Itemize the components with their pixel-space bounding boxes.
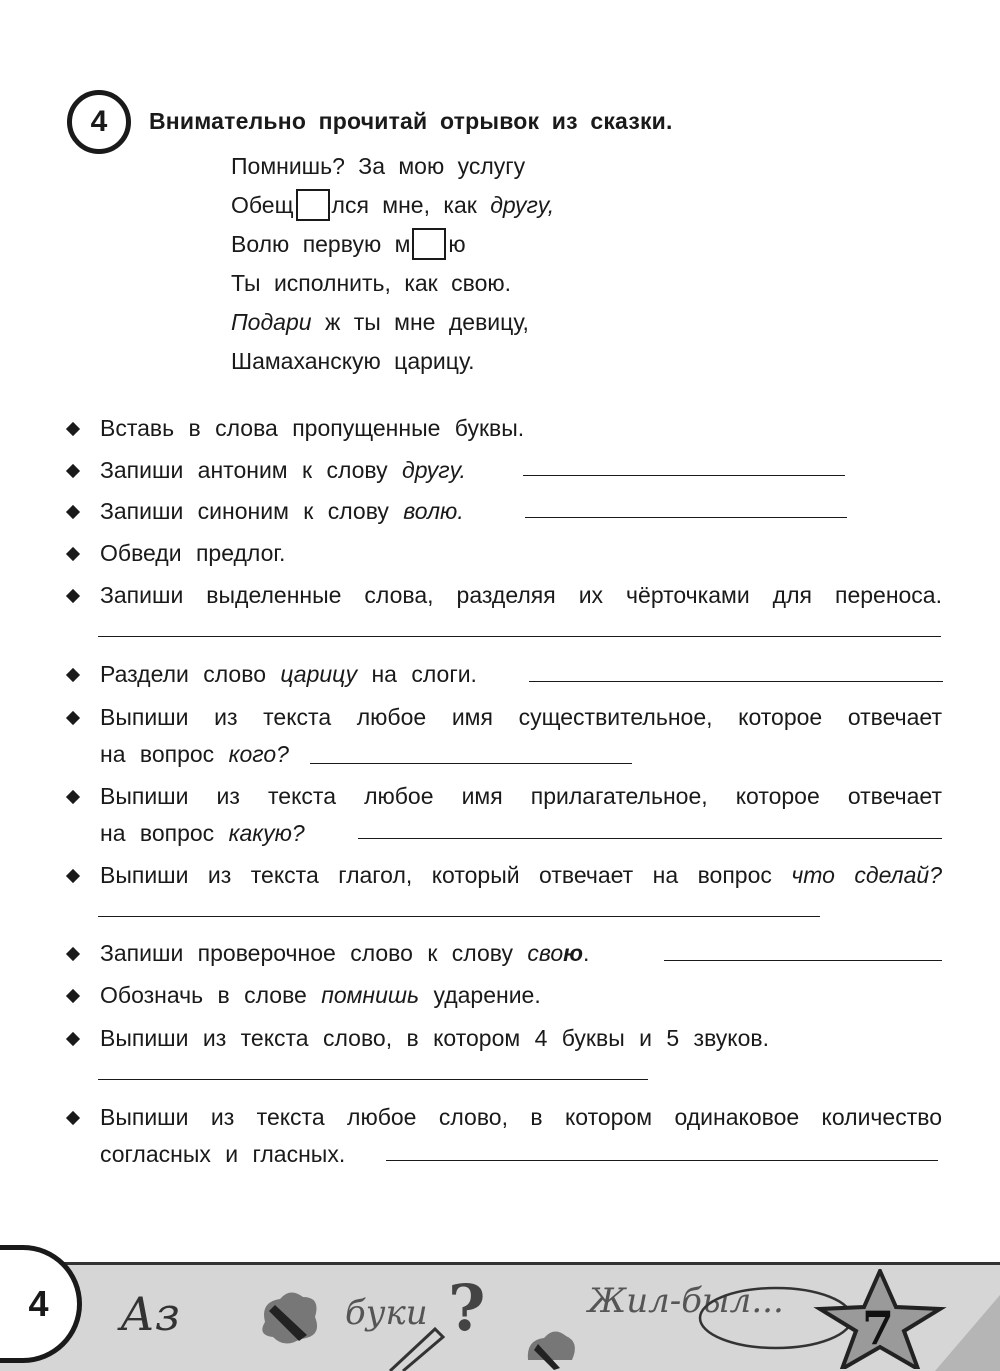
poem-line-3 (231, 226, 554, 265)
poem-line-5 (231, 304, 554, 343)
answer-line-10[interactable] (664, 960, 942, 961)
book-corner-icon (385, 1327, 445, 1371)
answer-line-5[interactable] (98, 636, 941, 637)
ink-blot-icon-2 (520, 1320, 580, 1370)
footer-band (0, 1262, 1000, 1371)
poem-line-4: Ты исполнить, как свою. (231, 270, 512, 296)
question-keyword: волю. (403, 498, 464, 524)
question-13-line-2: согласных и гласных. (100, 1141, 346, 1167)
task-number-badge (67, 90, 131, 154)
bullet-icon (66, 790, 80, 804)
question-7-line-1: Выпиши из текста любое имя существительное, которое отвечает (100, 704, 942, 730)
bullet-icon (66, 464, 80, 478)
question-12: Выпиши из текста слово, в котором 4 буквы и 5 звуков. (100, 1025, 770, 1051)
bullet-icon (66, 1032, 80, 1046)
question-keyword: свою (527, 940, 584, 966)
missing-letter-box-2[interactable] (412, 228, 446, 260)
question-keyword: какую? (228, 820, 305, 846)
question-11 (100, 981, 942, 1009)
question-keyword: что сделай? (791, 862, 943, 888)
answer-line-7[interactable] (310, 763, 632, 764)
question-text: Выпиши из текста глагол, который отвечает на вопрос (100, 862, 772, 888)
question-5: Запиши выделенные слова, разделяя их чёрточками для переноса. (100, 582, 942, 608)
question-9 (100, 861, 942, 889)
poem-line-2 (231, 187, 554, 226)
question-keyword: царицу (280, 661, 358, 687)
poem-text: Обещ (231, 192, 294, 218)
bullet-icon (66, 589, 80, 603)
question-4: Обведи предлог. (100, 540, 286, 566)
poem-highlighted-word: Подари (231, 309, 312, 335)
answer-line-9[interactable] (98, 916, 820, 917)
question-8-line-2 (100, 819, 942, 847)
question-mark-icon: ? (448, 1271, 486, 1346)
poem-text: ю (448, 231, 466, 257)
page-number: 4 (28, 1283, 49, 1324)
question-text: на слоги. (371, 661, 477, 687)
footer-deco-seven: 7 (862, 1301, 895, 1355)
bullet-icon (66, 668, 80, 682)
bullet-icon (66, 505, 80, 519)
question-text: на вопрос (100, 820, 215, 846)
poem-line-6: Шамаханскую царицу. (231, 348, 475, 374)
question-keyword: другу. (402, 457, 466, 483)
question-3 (100, 497, 942, 525)
poem-text: лся мне, как (331, 192, 477, 218)
poem-highlighted-word: другу, (490, 192, 555, 218)
ink-blot-icon (255, 1287, 325, 1347)
answer-line-8[interactable] (358, 838, 942, 839)
task-title: Внимательно прочитай отрывок из сказки. (149, 108, 673, 134)
question-6 (100, 660, 942, 688)
bullet-icon (66, 869, 80, 883)
answer-line-6[interactable] (529, 681, 943, 682)
question-text: Запиши проверочное слово к слову (100, 940, 513, 966)
question-keyword: кого? (228, 741, 289, 767)
question-text: Обозначь в слове (100, 982, 307, 1008)
poem-text: ж ты мне девицу, (324, 309, 529, 335)
question-8-line-1: Выпиши из текста любое имя прилагательное, которое отвечает (100, 783, 942, 809)
question-1: Вставь в слова пропущенные буквы. (100, 415, 525, 441)
question-text: ударение. (433, 982, 541, 1008)
poem (231, 148, 554, 382)
triangle-deco-icon (935, 1295, 1000, 1371)
answer-line-13[interactable] (386, 1160, 938, 1161)
answer-line-12[interactable] (98, 1079, 648, 1080)
question-10: Запиши проверочное слово к слову свою. (100, 940, 590, 966)
question-text: Запиши антоним к слову (100, 457, 388, 483)
answer-line-2[interactable] (523, 475, 845, 476)
question-text: Запиши синоним к слову (100, 498, 389, 524)
bullet-icon (66, 711, 80, 725)
question-text: Раздели слово (100, 661, 266, 687)
bullet-icon (66, 989, 80, 1003)
bullet-icon (66, 422, 80, 436)
bullet-icon (66, 1111, 80, 1125)
footer-deco-buki: буки (345, 1293, 428, 1333)
footer-deco-zhil-byl: Жил-был... (588, 1281, 784, 1321)
question-keyword: помнишь (321, 982, 420, 1008)
poem-text: Волю первую м (231, 231, 411, 257)
task-number: 4 (90, 105, 108, 138)
footer-deco-az: Аз (120, 1287, 180, 1341)
answer-line-3[interactable] (525, 517, 847, 518)
question-text: на вопрос (100, 741, 215, 767)
bullet-icon (66, 547, 80, 561)
poem-line-1: Помнишь? За мою услугу (231, 153, 526, 179)
question-2 (100, 456, 942, 484)
missing-letter-box-1[interactable] (296, 189, 330, 221)
bullet-icon (66, 947, 80, 961)
question-13-line-1: Выпиши из текста любое слово, в котором одинаковое количество (100, 1104, 942, 1130)
